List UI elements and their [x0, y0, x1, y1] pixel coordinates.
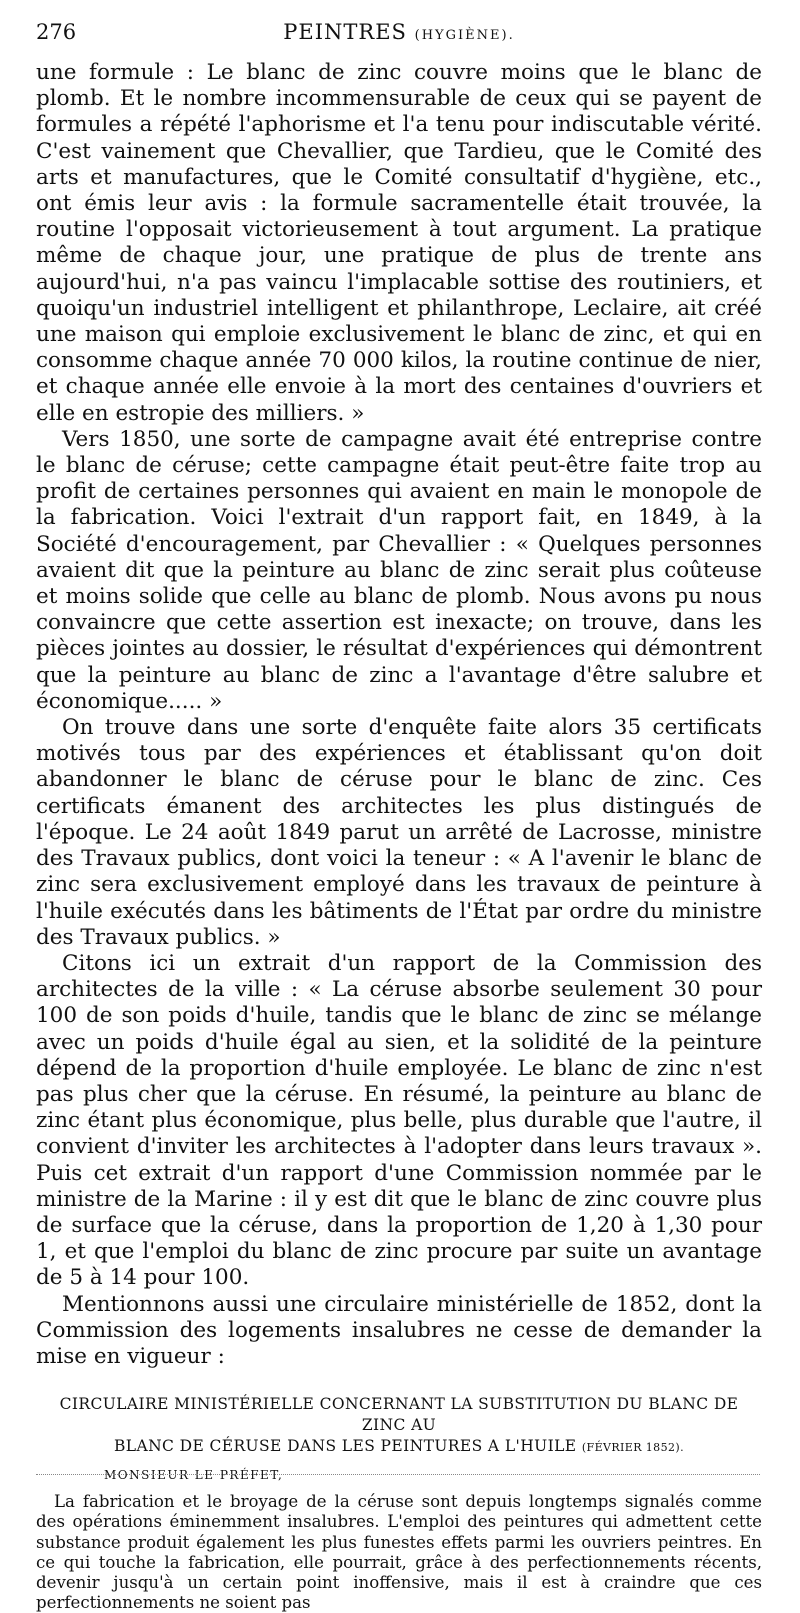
paragraph-2: Vers 1850, une sorte de campagne avait été entreprise contre le blanc de céruse; cette campagne était peut-être faite trop au profit de certaines personnes qui avaient en main le monopole de la fabrication. Voici l'extrait d'un rapport fait, en 1849, à la Société d'encouragement, par Chevallier : « Quelques personnes avaient dit que la peinture au blanc de zinc serait plus coûteuse et moins solide que celle au blanc de plomb. Nous avons pu nous convaincre que cette assertion est inexacte; on trouve, dans les pièces jointes au dossier, le résultat d'expériences qui démontrent que la peinture au blanc de zinc a l'avantage d'être salubre et économique..... »	[36, 426, 762, 714]
circular-heading-date: (FÉVRIER 1852).	[581, 1441, 684, 1455]
circular-text: La fabrication et le broyage de la céruse sont depuis longtemps signalés comme des opérations éminemment insalubres. L'emploi des peintures qui admettent cette substance produit également les plus funestes effets parmi les ouvriers peintres. En ce qui touche la fabrication, elle pourrait, grâce à des perfectionnements récents, devenir jusqu'à un certain point inoffensive, mais il est à craindre que ces perfectionnements ne soient pas	[36, 1492, 762, 1613]
running-title-main: PEINTRES	[283, 20, 407, 44]
circular-salutation: MONSIEUR LE PRÉFET,	[104, 1468, 284, 1483]
page-number: 276	[36, 20, 77, 44]
circular-heading-line1: CIRCULAIRE MINISTÉRIELLE CONCERNANT LA SUBSTITUTION DU BLANC DE ZINC AU	[59, 1395, 739, 1435]
footer-rule	[36, 1474, 760, 1475]
paragraph-3: On trouve dans une sorte d'enquête faite alors 35 certificats motivés tous par des expériences et établissant qu'on doit abandonner le blanc de céruse pour le blanc de zinc. Ces certificats émanent des architectes les plus distingués de l'époque. Le 24 août 1849 parut un arrêté de Lacrosse, ministre des Travaux publics, dont voici la teneur : « A l'avenir le blanc de zinc sera exclusivement employé dans les travaux de peinture à l'huile exécutés dans les bâtiments de l'État par ordre du ministre des Travaux publics. »	[36, 715, 762, 950]
paragraph-1: une formule : Le blanc de zinc couvre moins que le blanc de plomb. Et le nombre incommensurable de ceux qui se payent de formules a répété l'aphorisme et l'a tenu pour indiscutable vérité. C'est vainement que Chevallier, que Tardieu, que le Comité des arts et manufactures, que le Comité consultatif d'hygiène, etc., ont émis leur avis : la formule sacramentelle était trouvée, la routine l'opposait victorieusement à tout argument. La pratique même de chaque jour, une pratique de plus de trente ans aujourd'hui, n'a pas vaincu l'implacable sottise des routiniers, et quoiqu'un industriel intelligent et philanthrope, Leclaire, ait créé une maison qui emploie exclusivement le blanc de zinc, et qui en consomme chaque année 70 000 kilos, la routine continue de nier, et chaque année elle envoie à la mort des centaines d'ouvriers et elle en estropie des milliers. »	[36, 60, 762, 426]
running-head	[36, 0, 762, 60]
paragraph-5: Mentionnons aussi une circulaire ministérielle de 1852, dont la Commission des logements insalubres ne cesse de demander la mise en vigueur :	[36, 1291, 762, 1369]
circular-text-block	[36, 1492, 762, 1613]
body-text	[36, 60, 762, 1370]
circular-heading	[36, 1394, 762, 1458]
running-title	[36, 20, 762, 44]
running-title-sub: (HYGIÈNE).	[414, 28, 515, 43]
circular-heading-line2: BLANC DE CÉRUSE DANS LES PEINTURES A L'HUILE	[114, 1437, 577, 1456]
paragraph-4: Citons ici un extrait d'un rapport de la Commission des architectes de la ville : « La céruse absorbe seulement 30 pour 100 de son poids d'huile, tandis que le blanc de zinc se mélange avec un poids d'huile égal au sien, et la solidité de la peinture dépend de la proportion d'huile employée. Le blanc de zinc n'est pas plus cher que la céruse. En résumé, la peinture au blanc de zinc étant plus économique, plus belle, plus durable que l'autre, il convient d'inviter les architectes à l'adopter dans leurs travaux ». Puis cet extrait d'un rapport d'une Commission nommée par le ministre de la Marine : il y est dit que le blanc de zinc couvre plus de surface que la céruse, dans la proportion de 1,20 à 1,30 pour 1, et que l'emploi du blanc de zinc procure par suite un avantage de 5 à 14 pour 100.	[36, 950, 762, 1291]
